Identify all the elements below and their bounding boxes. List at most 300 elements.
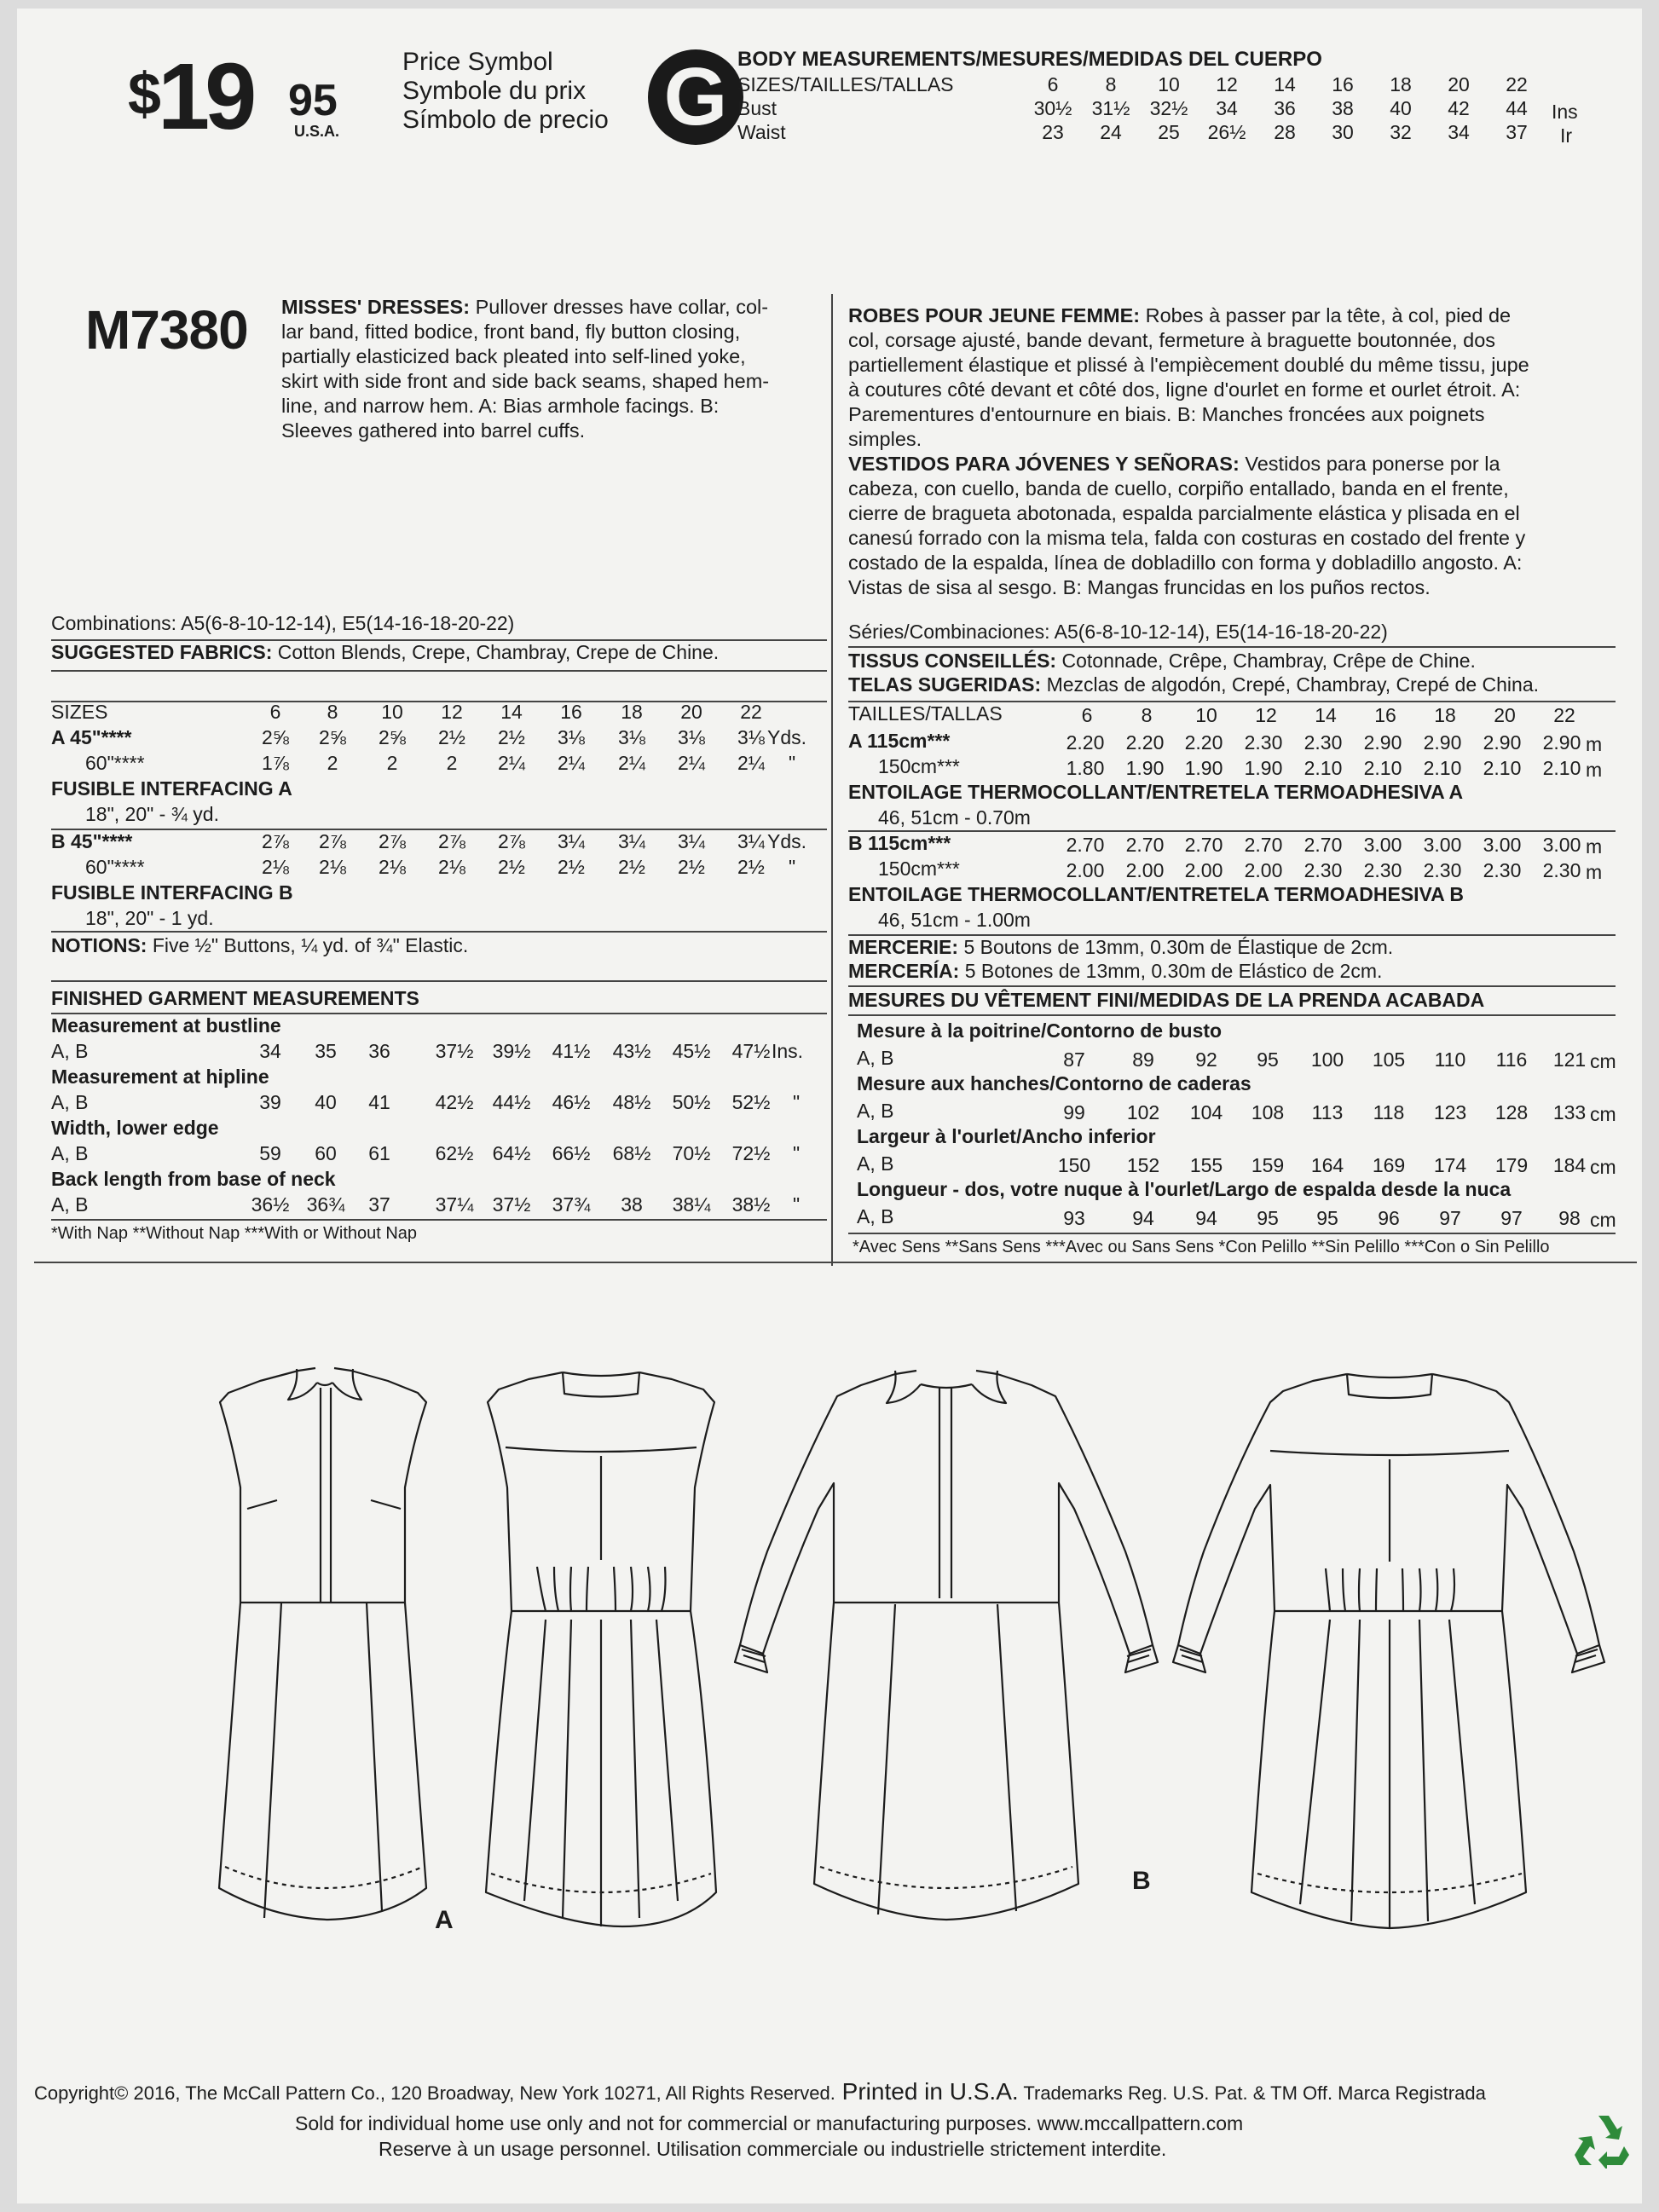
desc-en-line: Pullover dresses have collar, col- [470,296,769,318]
rule [848,1014,1616,1016]
metric-measure-cell: 95 [1257,1048,1279,1071]
metric-measure-cell: 92 [1195,1048,1217,1071]
size-header: 6 [269,701,281,723]
body-waist-value: 32 [1390,121,1412,143]
body-waist-value: 24 [1100,121,1122,143]
entoilage-b-label: ENTOILAGE THERMOCOLLANT/ENTRETELA TERMOADHESIVA B [848,883,1464,905]
measurement-cell: 36¾ [306,1193,345,1216]
metric-measure-cell: 97 [1500,1207,1523,1229]
rule [51,670,827,672]
metric-cell: 3.00 [1483,834,1522,856]
metric-measure-cell: 99 [1063,1101,1085,1123]
recycle-icon [1573,2112,1633,2169]
desc-en-line: lar band, fitted bodice, front band, fly button closing, [281,321,741,343]
body-waist-value: 30 [1332,121,1354,143]
metric-measure-cell: 104 [1189,1101,1223,1123]
metric-measure-cell: 95 [1316,1207,1338,1229]
size-header: 14 [1315,704,1337,726]
row-label: A, B [857,1205,894,1227]
body-waist-value: 37 [1506,121,1528,143]
metric-measure-cell: 89 [1132,1048,1154,1071]
body-bust-value: 36 [1274,97,1296,119]
cm-unit: cm [1590,1156,1616,1178]
body-size-value: 12 [1216,73,1238,95]
metric-measure-cell: 98 [1558,1207,1581,1229]
measurement-cell: 70½ [672,1142,711,1164]
metric-measure-cell: 159 [1251,1154,1285,1176]
measurement-cell: 42½ [435,1091,474,1113]
yardage-cell: 2⅞ [379,830,406,852]
usage-en: Sold for individual home use only and not for commercial or manufacturing purposes. www.mccallpattern.com [295,2112,1244,2134]
measurement-cell: 40 [315,1091,337,1113]
size-header: 20 [1494,704,1516,726]
size-header: 22 [740,701,762,723]
trademark-text: Trademarks Reg. U.S. Pat. & TM Off. Marca Registrada [1018,2082,1486,2104]
metric-cell: 2.00 [1244,859,1283,881]
measurement-cell: 62½ [435,1142,474,1164]
size-header: 16 [560,701,582,723]
price-symbol-fr: Symbole du prix [402,77,587,105]
metric-cell: 2.20 [1066,731,1105,754]
desc-en-line: skirt with side front and side back seams, shaped hem- [281,370,770,392]
measurement-cell: 66½ [552,1142,591,1164]
metric-cell: 3.00 [1423,834,1462,856]
footnote-fr-es: *Avec Sens **Sans Sens ***Avec ou Sans Sens *Con Pelillo **Sin Pelillo ***Con o Sin Pelillo [853,1238,1550,1256]
body-bust-value: 34 [1216,97,1238,119]
finished-fr-es-label: MESURES DU VÊTEMENT FINI/MEDIDAS DE LA PRENDA ACABADA [848,989,1485,1011]
metric-measure-cell: 121 [1552,1048,1587,1071]
body-size-value: 10 [1158,73,1180,95]
view-a-label: A [435,1906,454,1934]
telas-label: TELAS SUGERIDAS: [848,673,1042,696]
metric-measure-cell: 155 [1189,1154,1223,1176]
price-symbol-es: Símbolo de precio [402,106,609,134]
yardage-cell: 2⅝ [319,726,346,748]
price-dollar: $ [128,61,161,127]
body-waist-value: 26½ [1207,121,1246,143]
yardage-cell: 3¼ [678,830,705,852]
metric-cell: 2.00 [1125,859,1165,881]
body-sizes-label: SIZES/TAILLES/TALLAS [737,73,954,95]
measurement-cell: 34 [259,1040,281,1062]
rule [51,980,827,982]
measurement-cell: 41½ [552,1040,591,1062]
yardage-cell: 2 [327,752,338,774]
size-header: 18 [621,701,643,723]
body-bust-value: 30½ [1033,97,1072,119]
telas [848,673,1539,696]
mercerie [848,936,1393,959]
fusible-a-label: FUSIBLE INTERFACING A [51,777,292,800]
desc-es-line: Vestidos para ponerse por la [1239,453,1500,475]
yardage-cell: 3¼ [618,830,645,852]
row-label: A, B [857,1047,894,1069]
metric-cell: 1.90 [1125,757,1165,779]
mercerie-text: 5 Boutons de 13mm, 0.30m de Élastique de 2cm. [958,936,1394,958]
desc-en-line: line, and narrow hem. A: Bias armhole facings. B: [281,395,720,417]
metric-measure-cell: 93 [1063,1207,1085,1229]
measurement-cell: 37½ [492,1193,531,1216]
printed-in-usa: Printed in U.S.A. [835,2078,1019,2105]
ditto-unit: " [793,1091,801,1113]
view-a-150-label: 150cm*** [878,755,960,777]
metric-cell: 2.30 [1542,859,1581,881]
mercerie-label: MERCERIE: [848,936,959,958]
yardage-cell: 3⅛ [558,726,585,748]
yardage-cell: 2⅝ [379,726,406,748]
metric-cell: 2.30 [1244,731,1283,754]
garment-line-drawings [17,1338,1642,1969]
desc-es-line: canesú forrado con la misma tela, falda con costuras en costado del frente y [848,527,1526,549]
metric-measure-cell: 94 [1195,1207,1217,1229]
metric-cell: 3.00 [1363,834,1402,856]
metric-measure-cell: 164 [1310,1154,1344,1176]
measurement-cell: 44½ [492,1091,531,1113]
desc-en-line: Sleeves gathered into barrel cuffs. [281,419,586,442]
metric-cell: 2.70 [1125,834,1165,856]
desc-fr-line: partiellement élastique et plissé à l'empiècement doublé du même tissu, jupe [848,354,1529,376]
rule [51,1219,827,1221]
row-label: A, B [51,1193,89,1216]
measurement-cell: 37¾ [552,1193,591,1216]
cm-unit: cm [1590,1050,1616,1072]
measurement-cell: 46½ [552,1091,591,1113]
yds-unit: Yds. [767,726,807,748]
view-a-back-drawing [486,1372,716,1926]
size-header: 10 [1195,704,1217,726]
yardage-cell: 2⅞ [438,830,465,852]
metric-measure-cell: 184 [1552,1154,1587,1176]
metric-measure-cell: 123 [1433,1101,1467,1123]
m-unit: m [1586,835,1603,858]
yardage-cell: 2½ [678,856,705,878]
view-a-front-drawing [219,1368,426,1920]
desc-fr-heading: ROBES POUR JEUNE FEMME: [848,304,1141,326]
metric-cell: 2.10 [1363,757,1402,779]
metric-cell: 1.90 [1184,757,1223,779]
yardage-cell: 2½ [558,856,585,878]
price-cents: 95 [288,76,338,125]
measurement-cell: 38½ [731,1193,771,1216]
body-bust-value: 31½ [1091,97,1130,119]
back-length-label: Back length from base of neck [51,1168,336,1190]
description-english [281,295,769,443]
metric-cell: 2.20 [1184,731,1223,754]
yardage-cell: 2⅛ [438,856,465,878]
view-b-back-drawing [1173,1374,1604,1928]
size-header: 8 [327,701,338,723]
combinations-fr-es: Séries/Combinaciones: A5(6-8-10-12-14), E5(14-16-18-20-22) [848,621,1388,643]
price-symbol-en: Price Symbol [402,48,553,76]
metric-measure-cell: 133 [1552,1101,1587,1123]
metric-cell: 2.90 [1542,731,1581,754]
metric-cell: 1.90 [1244,757,1283,779]
metric-cell: 3.00 [1542,834,1581,856]
metric-measure-cell: 105 [1372,1048,1406,1071]
body-bust-value: 40 [1390,97,1412,119]
body-waist-value: 23 [1042,121,1064,143]
cm-unit: cm [1590,1209,1616,1231]
m-unit: m [1586,733,1603,755]
metric-measure-cell: 169 [1372,1154,1406,1176]
size-header: 22 [1553,704,1575,726]
yardage-cell: 3⅛ [737,726,765,748]
desc-fr-line: Robes à passer par la tête, à col, pied de [1140,304,1512,326]
metric-measure-cell: 95 [1257,1207,1279,1229]
metric-measure-cell: 152 [1126,1154,1160,1176]
tissus [848,650,1476,673]
finished-measurements-label: FINISHED GARMENT MEASUREMENTS [51,987,419,1009]
pattern-number: M7380 [85,299,248,361]
metric-cell: 2.10 [1483,757,1522,779]
desc-es-line: cabeza, con cuello, banda de cuello, corpiño entallado, banda en el frente, [848,477,1509,500]
column-divider [831,294,833,1266]
footnote-en: *With Nap **Without Nap ***With or Without Nap [51,1224,418,1243]
yardage-cell: 2¼ [498,752,525,774]
yardage-cell: 2½ [438,726,465,748]
body-waist-value: 34 [1448,121,1470,143]
yardage-cell: 2⅛ [319,856,346,878]
metric-cell: 2.00 [1184,859,1223,881]
body-bust-label: Bust [737,97,777,119]
measurement-cell: 45½ [672,1040,711,1062]
view-a-115-label: A 115cm*** [848,730,951,752]
size-header: 16 [1374,704,1396,726]
fusible-b-label: FUSIBLE INTERFACING B [51,881,293,904]
measurement-cell: 37 [368,1193,390,1216]
measurement-cell: 61 [368,1142,390,1164]
yardage-cell: 2½ [498,726,525,748]
measurement-cell: 48½ [612,1091,651,1113]
copyright-text: Copyright© 2016, The McCall Pattern Co., 120 Broadway, New York 10271, All Rights Reserved. [34,2082,835,2104]
yardage-cell: 3¼ [737,830,765,852]
view-b-60-label: 60"**** [85,856,145,878]
measurement-cell: 38 [621,1193,643,1216]
row-label: A, B [857,1100,894,1122]
yardage-cell: 2½ [737,856,765,878]
yardage-cell: 3⅛ [618,726,645,748]
view-b-label: B [1132,1867,1151,1895]
metric-measure-cell: 179 [1494,1154,1529,1176]
tailles-label: TAILLES/TALLAS [848,702,1003,725]
copyright-line [34,2078,1486,2105]
desc-es-line: Vistas de sisa al sesgo. B: Mangas fruncidas en los puños rectos. [848,576,1431,598]
measurement-cell: 52½ [731,1091,771,1113]
view-b-45-label: B 45"**** [51,830,133,852]
rule [848,1233,1616,1234]
hanches-label: Mesure aux hanches/Contorno de caderas [857,1072,1251,1094]
body-bust-value: 44 [1506,97,1528,119]
rule [848,646,1616,648]
rule [848,830,1616,832]
tissus-label: TISSUS CONSEILLÉS: [848,650,1057,672]
fusible-a-value: 18", 20" - ¾ yd. [85,803,219,825]
merceria-label: MERCERÍA: [848,960,960,982]
measurement-cell: 68½ [612,1142,651,1164]
rule [34,1262,1637,1263]
yardage-cell: 2⅛ [262,856,289,878]
size-header: 20 [680,701,702,723]
metric-cell: 2.30 [1304,859,1343,881]
metric-measure-cell: 97 [1439,1207,1461,1229]
metric-cell: 2.30 [1423,859,1462,881]
measurement-cell: 59 [259,1142,281,1164]
fusible-b-value: 18", 20" - 1 yd. [85,907,214,929]
merceria [848,960,1382,983]
measurement-cell: 50½ [672,1091,711,1113]
description-french [848,303,1529,452]
yardage-cell: 2 [446,752,458,774]
measurement-cell: 37¼ [435,1193,474,1216]
desc-es-line: costado de la espalda, línea de dobladillo con forma y dobladillo angosto. A: [848,552,1523,574]
metric-measure-cell: 94 [1132,1207,1154,1229]
view-a-60-label: 60"**** [85,752,145,774]
measurement-cell: 35 [315,1040,337,1062]
body-size-value: 8 [1105,73,1117,95]
desc-es-line: cierre de bragueta abotonada, espalda parcialmente elástica y plisada en el [848,502,1520,524]
metric-measure-cell: 150 [1057,1154,1091,1176]
tissus-text: Cotonnade, Crêpe, Chambray, Crêpe de Chine. [1056,650,1476,672]
row-label: A, B [51,1091,89,1113]
hipline-label: Measurement at hipline [51,1066,269,1088]
desc-es-heading: VESTIDOS PARA JÓVENES Y SEÑORAS: [848,453,1240,475]
metric-measure-cell: 108 [1251,1101,1285,1123]
yardage-cell: 2⅝ [262,726,289,748]
body-size-value: 16 [1332,73,1354,95]
entoilage-a-label: ENTOILAGE THERMOCOLLANT/ENTRETELA TERMOADHESIVA A [848,781,1464,803]
body-waist-label: Waist [737,121,786,143]
desc-fr-line: Parementures d'entournure en biais. B: Manches froncées aux poignets [848,403,1485,425]
metric-cell: 2.70 [1244,834,1283,856]
pattern-envelope-back [17,9,1642,2203]
body-size-value: 18 [1390,73,1412,95]
yardage-cell: 2¼ [737,752,765,774]
measurement-cell: 37½ [435,1040,474,1062]
view-b-front-drawing [735,1371,1158,1920]
measurement-cell: 43½ [612,1040,651,1062]
metric-measure-cell: 174 [1433,1154,1467,1176]
yardage-cell: 1⅞ [262,752,289,774]
size-header: 18 [1434,704,1456,726]
metric-cell: 2.20 [1125,731,1165,754]
body-waist-value: 28 [1274,121,1296,143]
body-bust-value: 32½ [1149,97,1188,119]
fabrics-label: SUGGESTED FABRICS: [51,641,273,663]
desc-en-heading: MISSES' DRESSES: [281,296,471,318]
metric-cell: 2.10 [1304,757,1343,779]
measurement-cell: 39½ [492,1040,531,1062]
metric-cell: 2.90 [1483,731,1522,754]
yardage-cell: 3¼ [558,830,585,852]
measurement-cell: 47½ [731,1040,771,1062]
bustline-label: Measurement at bustline [51,1014,281,1037]
sizes-label: SIZES [51,701,108,723]
ins-unit: Ins. [772,1040,804,1062]
ditto-unit: " [793,1193,801,1216]
metric-measure-cell: 102 [1126,1101,1160,1123]
metric-cell: 2.90 [1363,731,1402,754]
rule [848,985,1616,987]
body-waist-value: 25 [1158,121,1180,143]
metric-measure-cell: 96 [1378,1207,1400,1229]
telas-text: Mezclas de algodón, Crepé, Chambray, Crepé de China. [1041,673,1540,696]
desc-en-line: partially elasticized back pleated into self-lined yoke, [281,345,746,367]
yardage-cell: 2½ [618,856,645,878]
ditto-unit: " [789,752,796,774]
desc-fr-line: simples. [848,428,922,450]
entoilage-a-value: 46, 51cm - 0.70m [878,806,1031,829]
m-unit: m [1586,759,1603,781]
size-header: 8 [1141,704,1153,726]
metric-cell: 2.70 [1304,834,1343,856]
ditto-unit: " [789,856,796,878]
yardage-cell: 2¼ [678,752,705,774]
body-size-value: 20 [1448,73,1470,95]
price-country: U.S.A. [294,123,340,140]
combinations-en: Combinations: A5(6-8-10-12-14), E5(14-16-18-20-22) [51,612,515,634]
yardage-cell: 2⅞ [262,830,289,852]
size-header: 14 [500,701,523,723]
yds-unit: Yds. [767,830,807,852]
desc-fr-line: à coutures côté devant et côté dos, ligne d'ourlet en forme et ourlet étroit. A: [848,378,1521,401]
metric-measure-cell: 87 [1063,1048,1085,1071]
entoilage-b-value: 46, 51cm - 1.00m [878,909,1031,931]
view-b-150-label: 150cm*** [878,858,960,880]
metric-cell: 2.30 [1483,859,1522,881]
yardage-cell: 2¼ [558,752,585,774]
view-b-115-label: B 115cm*** [848,832,951,854]
measurement-cell: 41 [368,1091,390,1113]
measurement-cell: 60 [315,1142,337,1164]
yardage-cell: 2 [386,752,398,774]
yardage-cell: 2½ [498,856,525,878]
measurement-cell: 64½ [492,1142,531,1164]
desc-fr-line: col, corsage ajusté, bande devant, fermeture à braguette boutonnée, dos [848,329,1496,351]
metric-cell: 2.30 [1363,859,1402,881]
notions-label: NOTIONS: [51,934,147,956]
body-bust-value: 42 [1448,97,1470,119]
metric-cell: 2.00 [1066,859,1105,881]
size-header: 6 [1081,704,1093,726]
metric-cell: 2.90 [1423,731,1462,754]
body-bust-value: 38 [1332,97,1354,119]
metric-cell: 2.10 [1423,757,1462,779]
metric-measure-cell: 128 [1494,1101,1529,1123]
row-label: A, B [857,1152,894,1175]
body-measurements-title: BODY MEASUREMENTS/MESURES/MEDIDAS DEL CUERPO [737,48,1322,71]
body-size-value: 6 [1047,73,1059,95]
fabrics-text: Cotton Blends, Crepe, Chambray, Crepe de Chine. [272,641,720,663]
measurement-cell: 39 [259,1091,281,1113]
measurement-cell: 36 [368,1040,390,1062]
cm-unit: cm [1590,1103,1616,1125]
yardage-cell: 2⅞ [319,830,346,852]
price-main: 19 [158,44,252,149]
suggested-fabrics [51,641,719,664]
row-label: A, B [51,1142,89,1164]
ditto-unit: " [793,1142,801,1164]
yardage-cell: 2⅞ [498,830,525,852]
width-label: Width, lower edge [51,1117,219,1139]
row-label: A, B [51,1040,89,1062]
yardage-cell: 2⅛ [379,856,406,878]
poitrine-label: Mesure à la poitrine/Contorno de busto [857,1019,1223,1042]
notions [51,934,468,957]
size-header: 12 [1255,704,1277,726]
notions-text: Five ½" Buttons, ¼ yd. of ¾" Elastic. [147,934,469,956]
view-a-45-label: A 45"**** [51,726,132,748]
price-letter-badge: G [648,49,743,145]
